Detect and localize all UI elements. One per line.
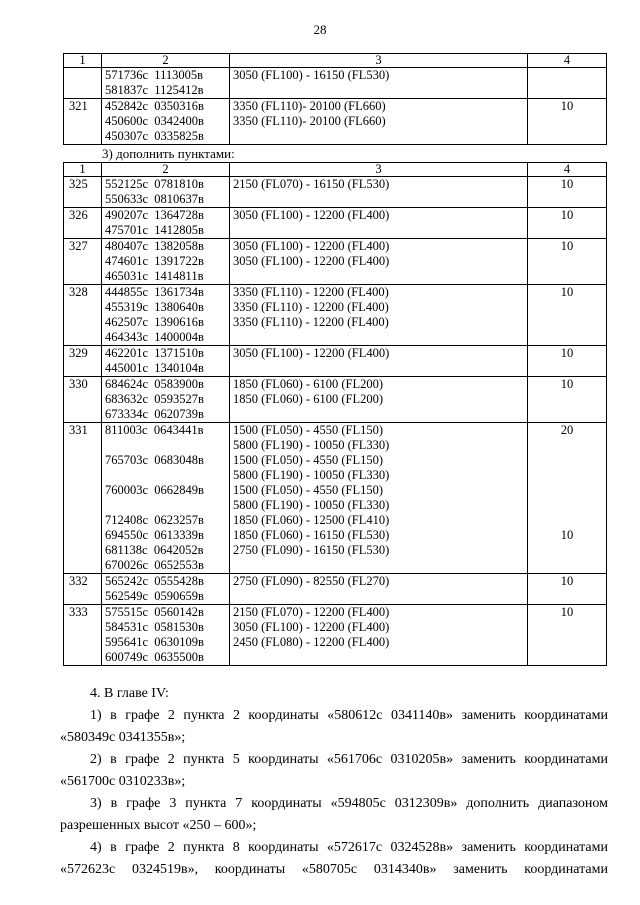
altitude-range: 3350 (FL110) - 12200 (FL400) <box>233 315 389 329</box>
coordinates: 571736с 1113005в <box>105 68 204 82</box>
table-row <box>64 68 607 99</box>
coordinates-cell <box>102 423 230 574</box>
altitude-range: 3050 (FL100) - 12200 (FL400) <box>233 239 390 253</box>
table-row <box>64 99 607 145</box>
coordinates: 581837с 1125412в <box>105 83 204 97</box>
coordinates: 450307с 0335825в <box>105 129 204 143</box>
altitude-range: 1850 (FL060) - 6100 (FL200) <box>233 392 383 406</box>
coordinates: 552125с 0781810в <box>105 177 204 191</box>
coordinates: 455319с 1380640в <box>105 300 204 314</box>
table-row <box>64 239 607 285</box>
coordinates: 480407с 1382058в <box>105 239 204 253</box>
altitude-range: 5800 (FL190) - 10050 (FL330) <box>233 438 390 452</box>
altitude-range-cell <box>230 68 528 99</box>
coordinates: 683632с 0593527в <box>105 392 204 406</box>
header-cell: 1 <box>64 163 102 177</box>
coordinates: 760003с 0662849в <box>105 483 204 497</box>
page-number: 28 <box>313 22 327 37</box>
coordinates <box>105 468 226 483</box>
header-cell: 4 <box>528 163 607 177</box>
coordinates: 684624с 0583900в <box>105 377 204 391</box>
paragraph-2-line-2: «561700с 0310233в»; <box>60 774 186 789</box>
coordinates: 712408с 0623257в <box>105 513 204 527</box>
coordinates: 694550с 0613339в <box>105 528 204 542</box>
item-number: 325 <box>64 177 102 208</box>
coordinates: 465031с 1414811в <box>105 269 204 283</box>
column-4-value-cell <box>528 377 607 423</box>
altitude-range: 2750 (FL090) - 16150 (FL530) <box>233 543 390 557</box>
paragraph-2-line-1: 2) в графе 2 пункта 5 координаты «561706с 0310205в» заменить координатами <box>90 752 608 767</box>
coordinates: 452842с 0350316в <box>105 99 204 113</box>
altitude-range: 1850 (FL060) - 12500 (FL410) <box>233 513 390 527</box>
table-row <box>64 177 607 208</box>
coordinates: 565242с 0555428в <box>105 574 204 588</box>
table-continued <box>63 53 607 145</box>
column-4-value <box>531 483 603 498</box>
header-cell: 4 <box>528 54 607 68</box>
coordinates <box>105 498 226 513</box>
column-4-value <box>531 438 603 453</box>
coordinates: 562549с 0590659в <box>105 589 204 603</box>
paragraph-4-line-2: «572623с 0324519в», координаты «580705с 0314340в» заменить координатами <box>60 862 608 877</box>
altitude-range-cell <box>230 177 528 208</box>
table-row <box>64 346 607 377</box>
column-4-value: 10 <box>560 377 574 391</box>
column-4-value-cell <box>528 99 607 145</box>
header-cell: 2 <box>102 54 230 68</box>
column-4-value-cell <box>528 177 607 208</box>
coordinates: 450600с 0342400в <box>105 114 204 128</box>
coordinates: 673334с 0620739в <box>105 407 204 421</box>
coordinates: 445001с 1340104в <box>105 361 204 375</box>
altitude-range-cell <box>230 346 528 377</box>
coordinates: 462507с 1390616в <box>105 315 204 329</box>
coordinates: 444855с 1361734в <box>105 285 204 299</box>
header-cell: 1 <box>64 54 102 68</box>
coordinates: 811003с 0643441в <box>105 423 204 437</box>
altitude-range-cell <box>230 423 528 574</box>
item-number: 327 <box>64 239 102 285</box>
header-row <box>64 163 607 177</box>
table-row <box>64 423 607 574</box>
item-number: 321 <box>64 99 102 145</box>
table-row <box>64 605 607 666</box>
coordinates <box>105 438 226 453</box>
coordinates: 475701с 1412805в <box>105 223 204 237</box>
coordinates-cell <box>102 346 230 377</box>
header-row <box>64 54 607 68</box>
altitude-range: 2750 (FL090) - 82550 (FL270) <box>233 574 390 588</box>
item-number: 330 <box>64 377 102 423</box>
coordinates-cell <box>102 574 230 605</box>
altitude-range-cell <box>230 605 528 666</box>
supplement-note: 3) дополнить пунктами: <box>102 146 235 161</box>
column-4-value <box>531 498 603 513</box>
chapter-four-text <box>60 683 608 881</box>
item-number: 329 <box>64 346 102 377</box>
column-4-value: 10 <box>560 574 574 588</box>
coordinates-cell <box>102 99 230 145</box>
altitude-range: 1500 (FL050) - 4550 (FL150) <box>233 453 383 467</box>
coordinates: 600749с 0635500в <box>105 650 204 664</box>
item-number: 331 <box>64 423 102 574</box>
coordinates: 464343с 1400004в <box>105 330 204 344</box>
item-number: 333 <box>64 605 102 666</box>
coordinates: 595641с 0630109в <box>105 635 204 649</box>
coordinates-cell <box>102 605 230 666</box>
altitude-range-cell <box>230 377 528 423</box>
paragraph-1-line-2: «580349с 0341355в»; <box>60 730 186 745</box>
column-4-value-cell <box>528 605 607 666</box>
altitude-range-cell <box>230 208 528 239</box>
coordinates-cell <box>102 208 230 239</box>
coordinates-cell <box>102 177 230 208</box>
altitude-range: 2150 (FL070) - 12200 (FL400) <box>233 605 390 619</box>
column-4-value-cell <box>528 285 607 346</box>
column-4-value-cell <box>528 574 607 605</box>
altitude-range: 3050 (FL100) - 12200 (FL400) <box>233 346 390 360</box>
coordinates: 550633с 0810637в <box>105 192 204 206</box>
column-4-value-cell <box>528 239 607 285</box>
chapter-heading: 4. В главе IV: <box>90 686 169 701</box>
altitude-range: 3050 (FL100) - 12200 (FL400) <box>233 254 390 268</box>
column-4-value-cell <box>528 208 607 239</box>
coordinates-cell <box>102 285 230 346</box>
column-4-value-cell <box>528 346 607 377</box>
table-row <box>64 377 607 423</box>
column-4-value: 10 <box>560 177 574 191</box>
altitude-range: 5800 (FL190) - 10050 (FL330) <box>233 468 390 482</box>
column-4-value-cell <box>528 423 607 574</box>
altitude-range-cell <box>230 99 528 145</box>
column-4-value: 10 <box>560 528 574 542</box>
coordinates: 474601с 1391722в <box>105 254 204 268</box>
coordinates-cell <box>102 68 230 99</box>
column-4-value: 10 <box>560 346 574 360</box>
table-row <box>64 208 607 239</box>
column-4-value-cell <box>528 68 607 99</box>
column-4-value: 10 <box>560 239 574 253</box>
altitude-range: 2450 (FL080) - 12200 (FL400) <box>233 635 390 649</box>
altitude-range-cell <box>230 239 528 285</box>
coordinates: 462201с 1371510в <box>105 346 204 360</box>
item-number: 332 <box>64 574 102 605</box>
coordinates: 765703с 0683048в <box>105 453 204 467</box>
column-4-value: 10 <box>560 99 574 113</box>
altitude-range: 3050 (FL100) - 12200 (FL400) <box>233 620 390 634</box>
coordinates: 490207с 1364728в <box>105 208 204 222</box>
altitude-range: 3350 (FL110)- 20100 (FL660) <box>233 114 386 128</box>
coordinates: 681138с 0642052в <box>105 543 204 557</box>
coordinates: 670026с 0652553в <box>105 558 204 572</box>
item-number: 326 <box>64 208 102 239</box>
column-4-value: 10 <box>560 605 574 619</box>
paragraph-1-line-1: 1) в графе 2 пункта 2 координаты «580612с 0341140в» заменить координатами <box>90 708 608 723</box>
paragraph-3-line-2: разрешенных высот «250 – 600»; <box>60 818 257 833</box>
altitude-range: 5800 (FL190) - 10050 (FL330) <box>233 498 390 512</box>
column-4-value: 10 <box>560 208 574 222</box>
altitude-range: 3050 (FL100) - 12200 (FL400) <box>233 208 390 222</box>
header-cell: 2 <box>102 163 230 177</box>
altitude-range: 3350 (FL110) - 12200 (FL400) <box>233 300 389 314</box>
header-cell: 3 <box>230 163 528 177</box>
altitude-range-cell <box>230 574 528 605</box>
altitude-range: 1850 (FL060) - 16150 (FL530) <box>233 528 390 542</box>
altitude-range: 3350 (FL110) - 12200 (FL400) <box>233 285 389 299</box>
table-new-items <box>63 162 607 666</box>
coordinates: 584531с 0581530в <box>105 620 204 634</box>
altitude-range: 3350 (FL110)- 20100 (FL660) <box>233 99 386 113</box>
table-row <box>64 574 607 605</box>
coordinates-cell <box>102 377 230 423</box>
item-number: 328 <box>64 285 102 346</box>
column-4-value <box>531 513 603 528</box>
header-cell: 3 <box>230 54 528 68</box>
altitude-range: 1500 (FL050) - 4550 (FL150) <box>233 483 383 497</box>
paragraph-4-line-1: 4) в графе 2 пункта 8 координаты «572617с 0324528в» заменить координатами <box>90 840 608 855</box>
coordinates: 575515с 0560142в <box>105 605 204 619</box>
coordinates-cell <box>102 239 230 285</box>
column-4-value <box>531 453 603 468</box>
table-row <box>64 285 607 346</box>
column-4-value: 20 <box>560 423 574 437</box>
altitude-range-cell <box>230 285 528 346</box>
item-number <box>64 68 102 99</box>
column-4-value <box>531 468 603 483</box>
altitude-range: 3050 (FL100) - 16150 (FL530) <box>233 68 390 82</box>
altitude-range: 2150 (FL070) - 16150 (FL530) <box>233 177 390 191</box>
altitude-range: 1500 (FL050) - 4550 (FL150) <box>233 423 383 437</box>
paragraph-3-line-1: 3) в графе 3 пункта 7 координаты «594805с 0312309в» дополнить диапазоном <box>90 796 608 811</box>
altitude-range: 1850 (FL060) - 6100 (FL200) <box>233 377 383 391</box>
column-4-value: 10 <box>560 285 574 299</box>
